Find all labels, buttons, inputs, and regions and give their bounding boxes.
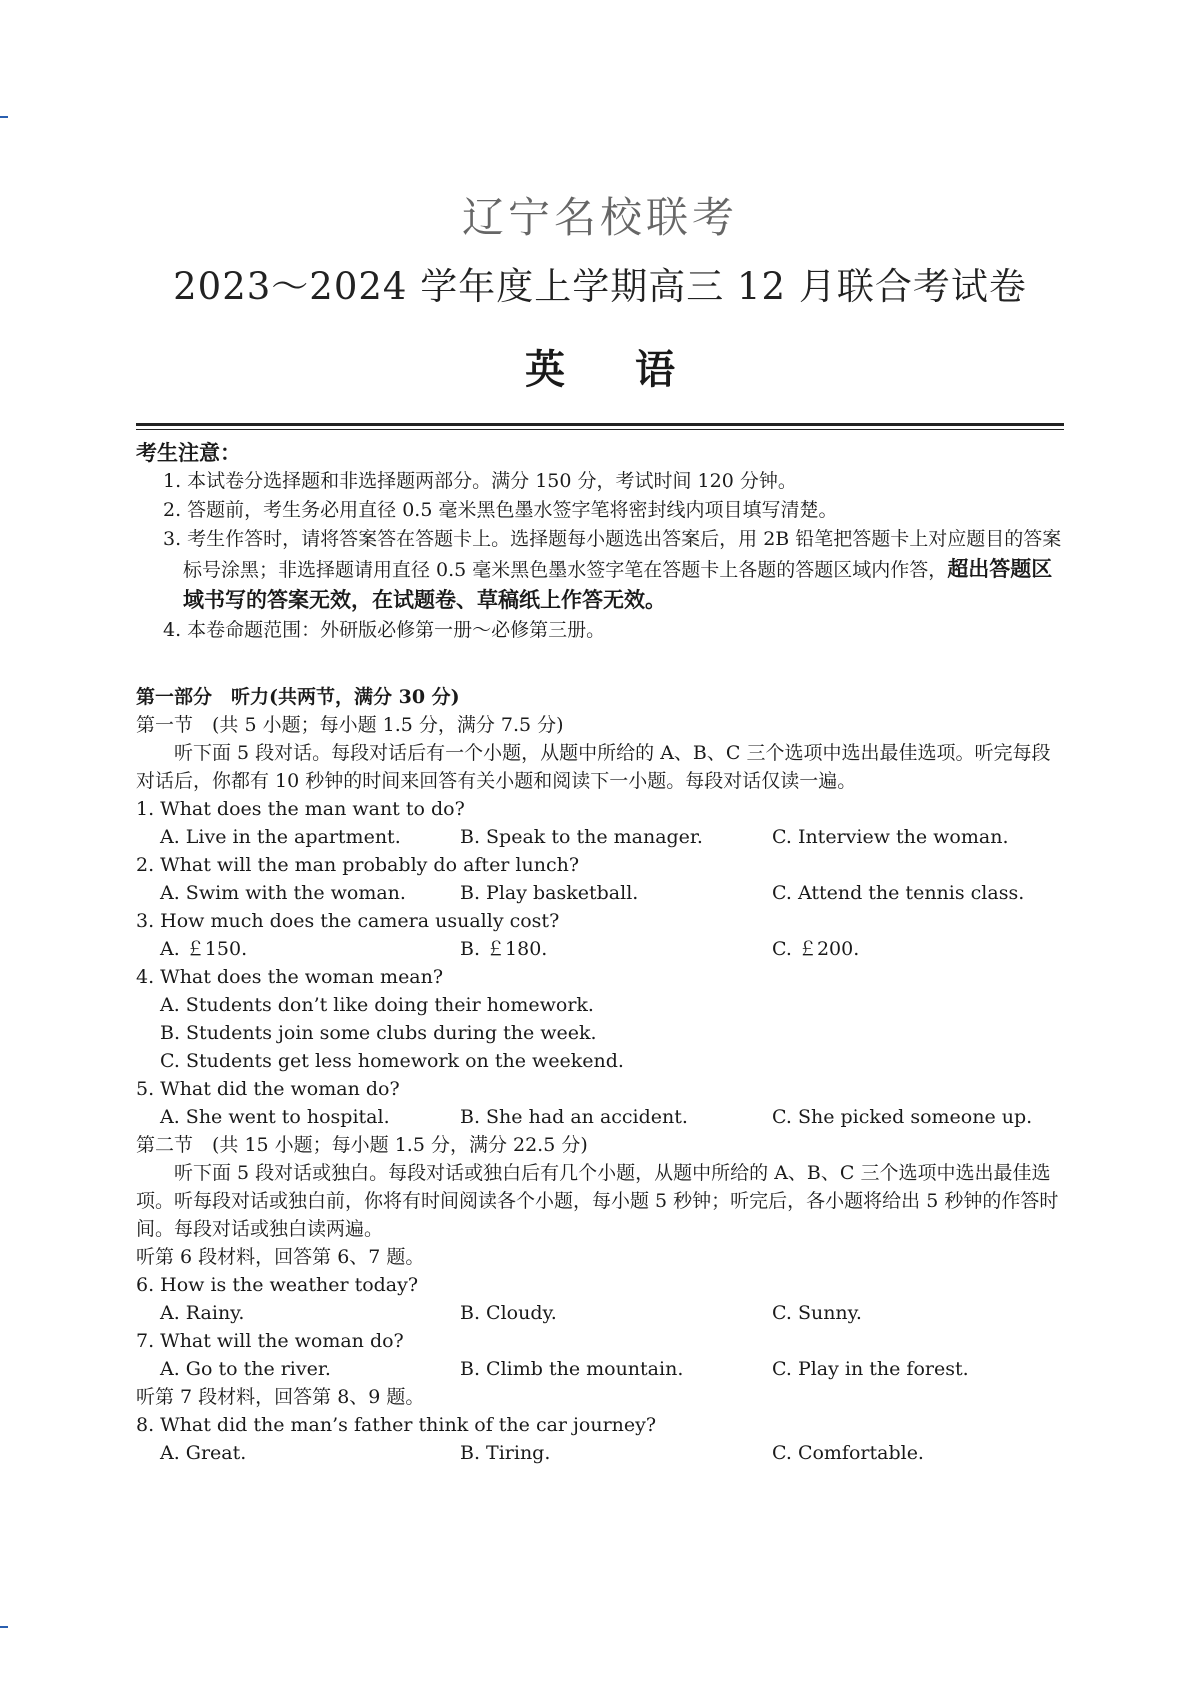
question-options bbox=[136, 935, 1066, 963]
option-b: B. Tiring. bbox=[460, 1442, 551, 1464]
exam-subtitle: 2023～2024 学年度上学期高三 12 月联合考试卷 bbox=[173, 265, 1027, 308]
option-c: C. Comfortable. bbox=[772, 1442, 924, 1464]
option-a: A. Swim with the woman. bbox=[160, 882, 406, 904]
option-b: B. ￡180. bbox=[460, 938, 548, 960]
question-stem: 7. What will the woman do? bbox=[136, 1330, 404, 1352]
notice-item bbox=[136, 525, 1066, 616]
scan-edge-mark bbox=[0, 1626, 8, 1628]
section-title: 第二节 (共 15 小题；每小题 1.5 分，满分 22.5 分) bbox=[136, 1134, 588, 1156]
option-a: A. Great. bbox=[160, 1442, 247, 1464]
question-stem: 6. How is the weather today? bbox=[136, 1274, 419, 1296]
notice-item-text: 3. 考生作答时，请将答案答在答题卡上。选择题每小题选出答案后，用 2B 铅笔把答题卡上对应题目的答案标号涂黑；非选择题请用直径 0.5 毫米黑色墨水签字笔在答题卡上各题的答题区域内作答， bbox=[163, 528, 1062, 581]
question-options bbox=[136, 879, 1066, 907]
question-stem: 2. What will the man probably do after lunch? bbox=[136, 854, 580, 876]
question-options bbox=[136, 1439, 1066, 1467]
section-instruction: 听下面 5 段对话。每段对话后有一个小题，从题中所给的 A、B、C 三个选项中选出最佳选项。听完每段对话后，你都有 10 秒钟的时间来回答有关小题和阅读下一小题。每段对话仅读一遍。 bbox=[136, 742, 1051, 792]
part-title: 第一部分 听力(共两节，满分 30 分) bbox=[136, 686, 460, 708]
exam-title: 辽宁名校联考 bbox=[461, 193, 738, 242]
option-b: B. Cloudy. bbox=[460, 1302, 557, 1324]
option-a: A. Go to the river. bbox=[160, 1358, 331, 1380]
material-lead: 听第 6 段材料，回答第 6、7 题。 bbox=[136, 1246, 425, 1268]
section-instruction: 听下面 5 段对话或独白。每段对话或独白后有几个小题，从题中所给的 A、B、C 三个选项中选出最佳选项。听每段对话或独白前，你将有时间阅读各个小题，每小题 5 秒钟；听完后，各小题将给出 5 秒钟的作答时间。每段对话或独白读两遍。 bbox=[136, 1162, 1059, 1240]
option-a: A. She went to hospital. bbox=[160, 1106, 390, 1128]
notice-emphasis: 超出答题区域书写的答案无效，在试题卷、草稿纸上作答无效。 bbox=[183, 556, 1053, 612]
option-b: B. Speak to the manager. bbox=[460, 826, 703, 848]
option-c: C. Play in the forest. bbox=[772, 1358, 969, 1380]
option-a: A. Rainy. bbox=[160, 1302, 245, 1324]
question-options bbox=[136, 1355, 1066, 1383]
candidate-notice bbox=[136, 438, 1066, 645]
question-stem: 4. What does the woman mean? bbox=[136, 966, 444, 988]
scan-edge-mark bbox=[0, 116, 8, 118]
question-stem: 1. What does the man want to do? bbox=[136, 798, 465, 820]
option-b: B. Climb the mountain. bbox=[460, 1358, 684, 1380]
option-c: C. ￡200. bbox=[772, 938, 860, 960]
option-c: C. Interview the woman. bbox=[772, 826, 1009, 848]
question-options bbox=[136, 991, 1066, 1075]
question-options bbox=[136, 1299, 1066, 1327]
option-c: C. She picked someone up. bbox=[772, 1106, 1033, 1128]
option-c: C. Attend the tennis class. bbox=[772, 882, 1025, 904]
question-stem: 5. What did the woman do? bbox=[136, 1078, 400, 1100]
header-divider bbox=[136, 423, 1064, 430]
notice-item: 1. 本试卷分选择题和非选择题两部分。满分 150 分，考试时间 120 分钟。 bbox=[163, 470, 797, 492]
question-stem: 8. What did the man’s father think of the car journey? bbox=[136, 1414, 657, 1436]
material-lead: 听第 7 段材料，回答第 8、9 题。 bbox=[136, 1386, 425, 1408]
question-options bbox=[136, 1103, 1066, 1131]
option-c: C. Students get less homework on the weekend. bbox=[160, 1050, 624, 1072]
notice-item: 2. 答题前，考生务必用直径 0.5 毫米黑色墨水签字笔将密封线内项目填写清楚。 bbox=[163, 499, 838, 521]
option-a: A. Live in the apartment. bbox=[160, 826, 401, 848]
section-title: 第一节 (共 5 小题；每小题 1.5 分，满分 7.5 分) bbox=[136, 714, 564, 736]
question-stem: 3. How much does the camera usually cost? bbox=[136, 910, 560, 932]
notice-heading: 考生注意： bbox=[136, 440, 241, 465]
notice-item: 4. 本卷命题范围：外研版必修第一册～必修第三册。 bbox=[163, 619, 606, 641]
listening-section bbox=[136, 683, 1066, 1467]
option-b: B. She had an accident. bbox=[460, 1106, 688, 1128]
question-options bbox=[136, 823, 1066, 851]
option-c: C. Sunny. bbox=[772, 1302, 862, 1324]
subject-title: 英语 bbox=[525, 346, 745, 393]
option-a: A. Students don’t like doing their homework. bbox=[160, 994, 594, 1016]
option-b: B. Students join some clubs during the week. bbox=[160, 1022, 597, 1044]
option-a: A. ￡150. bbox=[160, 938, 248, 960]
option-b: B. Play basketball. bbox=[460, 882, 639, 904]
